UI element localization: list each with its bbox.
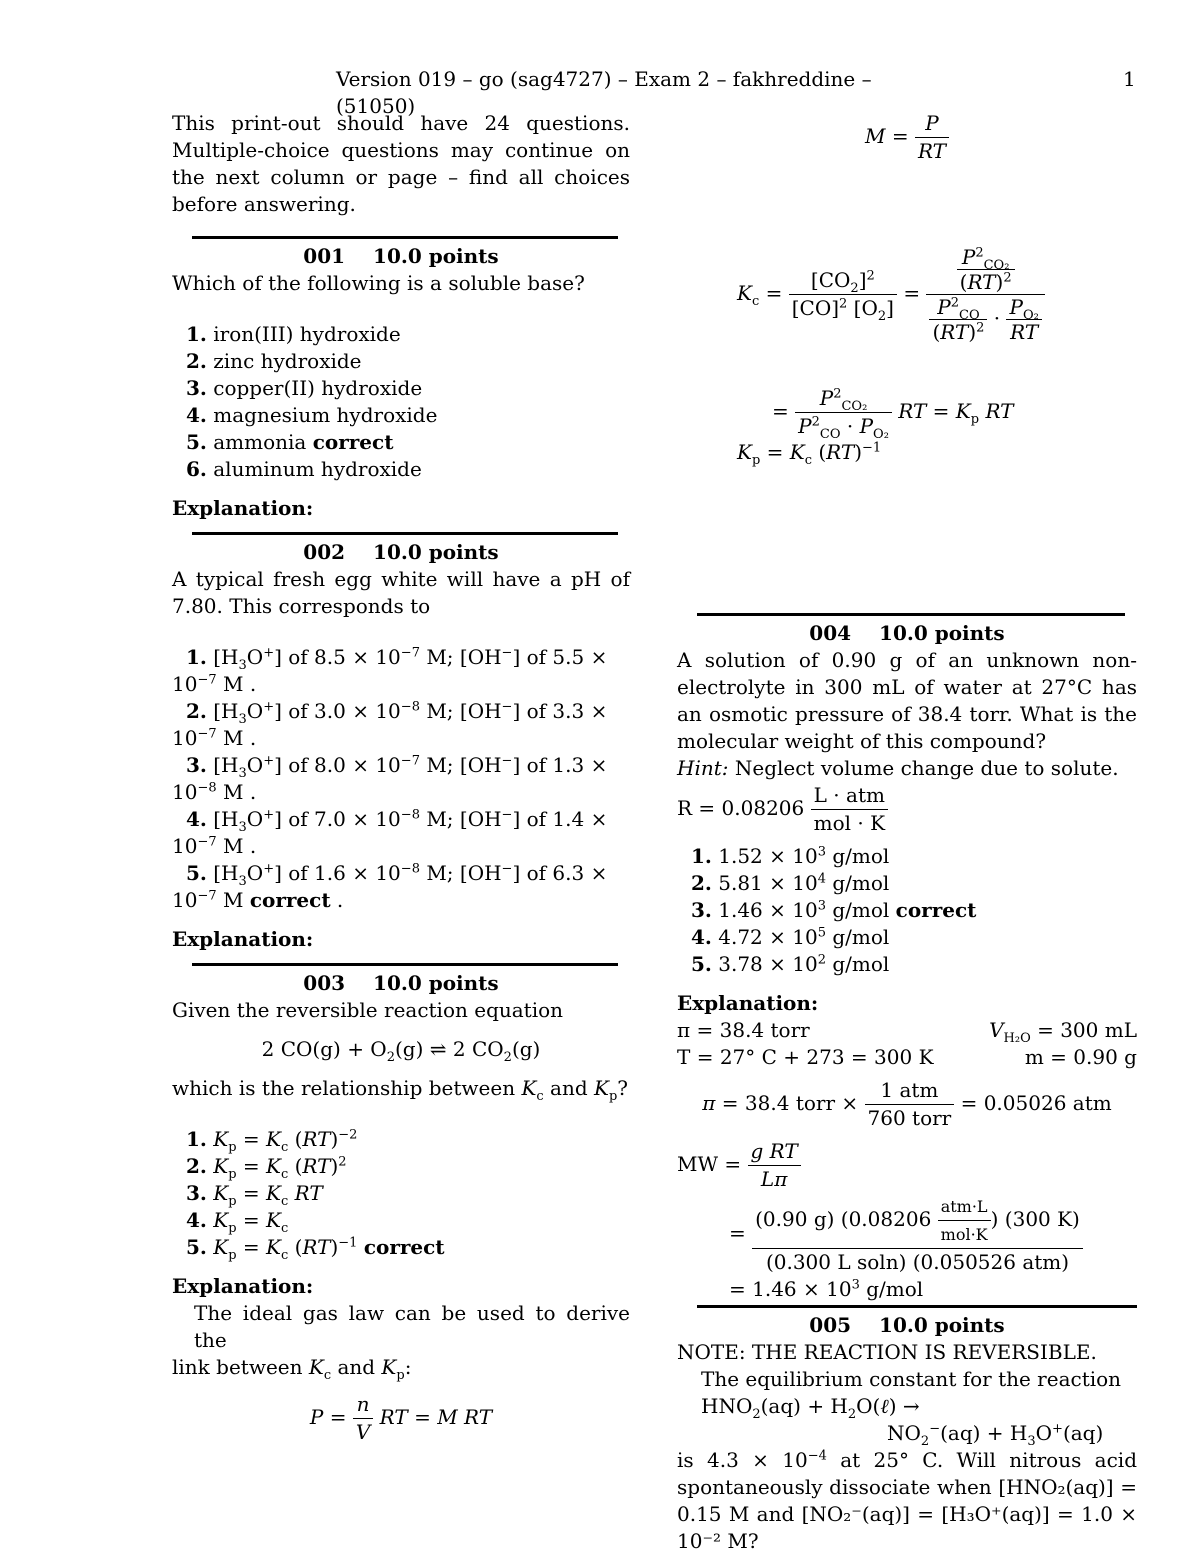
question-number: 005: [809, 1313, 852, 1337]
question-divider: [192, 963, 618, 966]
reaction-equation: 2 $CO(g) + O_2(g)$ ⇌ 2 $CO_2(g)$: [261, 1037, 541, 1065]
kc-line-1: $K_c$ = $\frac{[CO_2]^2}{[CO]^2 [O_2]}$ = $\frac{P^2_{CO_2}}{(RT)^2}$ $\frac{P^2_{CO}}{(RT)^2}$ · $\frac{P_{O_2}}{RT}$: [737, 245, 1045, 344]
ideal-gas-equation: P = $\frac{n}{V}$ RT = M RT: [309, 1392, 493, 1444]
question-divider: [697, 1305, 1137, 1308]
answer-choice: 2. $5.81 \times 10^4$ g/mol: [691, 871, 890, 895]
explanation-text-cont: link between $K_c$ and $K_p$:: [172, 1355, 412, 1383]
kc-derivation: [677, 217, 1137, 467]
kp-line: $K_p = K_c$ (RT)$^{-1}$: [737, 440, 882, 468]
given-pressure: π = 38.4 torr: [677, 1018, 810, 1042]
gas-constant-value: R = 0.08206: [677, 796, 805, 820]
answer-choices: [186, 321, 630, 483]
question-text: The equilibrium constant for the reaction: [701, 1367, 1122, 1391]
given-values-row: [677, 1044, 1137, 1071]
question-text: A solution of 0.90 g of an unknown non-electrolyte in 300 mL of water at 27°C has an osmotic pressure of 38.4 torr. What is the molecular weight of this compound?: [677, 648, 1137, 753]
answer-choice: 6. aluminum hydroxide: [186, 457, 422, 481]
question-header: [172, 539, 630, 566]
pressure-conversion: π = 38.4 torr × $\frac{\text{1 atm}}{\text{760 torr}}$ = 0.05026 atm: [702, 1078, 1112, 1130]
explanation-label: Explanation:: [172, 1274, 314, 1298]
question-text: Given the reversible reaction equation: [172, 998, 564, 1022]
reaction-products: $NO_2^-(aq) + H_3O^+(aq)$: [887, 1421, 1104, 1449]
answer-choice: 4. $[H_3O^+]$ of $7.0 \times 10^{-8}$ M; [OH−] of $1.4 \times 10^{-7}$ M .: [172, 807, 608, 858]
question-points: 10.0 points: [879, 1313, 1005, 1337]
given-values-row: [677, 1017, 1137, 1044]
answer-choice: 5. ammonia correct: [186, 430, 394, 454]
question-number: 001: [303, 244, 346, 268]
question-header: [172, 970, 630, 997]
answer-choice: 2. $[H_3O^+]$ of $3.0 \times 10^{-8}$ M; [OH−] of $3.3 \times 10^{-7}$ M .: [172, 699, 608, 750]
question-number: 004: [809, 621, 852, 645]
answer-choice: 3. copper(II) hydroxide: [186, 376, 423, 400]
answer-choice: 3. $1.46 \times 10^3$ g/mol correct: [691, 898, 977, 922]
mw-result: = $1.46 \times 10^3$ g/mol: [729, 1277, 924, 1301]
question-number: 002: [303, 540, 346, 564]
answer-choice: 4. magnesium hydroxide: [186, 403, 438, 427]
explanation-text: The ideal gas law can be used to derive the: [194, 1301, 630, 1352]
question-divider: [192, 532, 618, 535]
explanation-label: Explanation:: [172, 496, 314, 520]
question-points: 10.0 points: [373, 540, 499, 564]
question-points: 10.0 points: [373, 971, 499, 995]
page-header-title: Version 019 – go (sag4727) – Exam 2 – fakhreddine – (51050): [336, 67, 872, 118]
hint-label: Hint:: [677, 756, 729, 780]
explanation-label: Explanation:: [677, 991, 819, 1015]
answer-choices: [172, 644, 630, 914]
answer-choice: 5. $K_p = K_c$ (RT)$^{-1}$ correct: [186, 1235, 445, 1263]
mw-formula: MW = $\frac{\text{g RT}}{L\pi}$: [677, 1138, 1137, 1193]
given-temperature: T = 27° C + 273 = 300 K: [677, 1045, 934, 1069]
answer-choice: 4. $K_p = K_c$: [186, 1208, 289, 1236]
hint-text: Neglect volume change due to solute.: [734, 756, 1119, 780]
page-number: 1: [1123, 67, 1136, 91]
given-mass: m = 0.90 g: [1024, 1045, 1137, 1069]
question-divider: [192, 236, 618, 239]
right-column: [677, 110, 1137, 1555]
question-text: A typical fresh egg white will have a pH of 7.80. This corresponds to: [172, 567, 630, 618]
hint: [677, 755, 1137, 782]
pressure-ratio: $\frac{P^2_{CO_2}}{(RT)^2}$ $\frac{P^2_{CO}}{(RT)^2}$ · $\frac{P_{O_2}}{RT}$: [926, 245, 1044, 344]
question-number: 003: [303, 971, 346, 995]
answer-choice: 2. zinc hydroxide: [186, 349, 362, 373]
intro-text: This print-out should have 24 questions. Multiple-choice questions may continue on the next column or page – find all choices before answering.: [172, 111, 630, 216]
answer-choice: 1. $K_p = K_c$ (RT)$^{-2}$: [186, 1127, 358, 1155]
question-prompt: which is the relationship between $K_c$ and $K_p$?: [172, 1076, 629, 1104]
reaction-equation: $HNO_2(aq)$ + $H_2O(\ell)$ →: [701, 1394, 920, 1422]
gas-constant: R = 0.08206 $\frac{\text{L · atm}}{\text{mol · K}}$: [677, 782, 1137, 837]
answer-choice: 3. $K_p = K_c$ RT: [186, 1181, 323, 1209]
question-points: 10.0 points: [373, 244, 499, 268]
left-column: [172, 110, 630, 1458]
question-points: 10.0 points: [879, 621, 1005, 645]
answer-choices: [186, 1126, 630, 1261]
answer-choice: 1. $1.52 \times 10^3$ g/mol: [691, 844, 890, 868]
kc-line-2: = $\frac{P^2_{CO_2}}{P^2_{CO} \cdot P_{O_2}}$ RT = $K_p$ RT: [772, 386, 1014, 442]
answer-choice: 2. $K_p = K_c$ (RT)$^2$: [186, 1154, 347, 1182]
answer-choice: 5. $[H_3O^+]$ of $1.6 \times 10^{-8}$ M; [OH−] of $6.3 \times 10^{-7}$ M correct .: [172, 861, 608, 912]
answer-choice: 1. iron(III) hydroxide: [186, 322, 401, 346]
question-divider: [697, 613, 1125, 616]
answer-choices: [691, 843, 1137, 978]
given-volume: $V_{H_2O} = 300$ mL: [989, 1018, 1137, 1046]
answer-choice: 3. $[H_3O^+]$ of $8.0 \times 10^{-7}$ M; [OH−] of $1.3 \times 10^{-8}$ M .: [172, 753, 608, 804]
note-text: NOTE: THE REACTION IS REVERSIBLE.: [677, 1340, 1097, 1364]
mw-substitution: = (0.90 g) (0.08206 $\frac{\text{atm·L}}{\text{mol·K}}$ ) (300 K) (0.300 L soln) (0.050526 atm): [729, 1193, 1137, 1276]
answer-choice: 4. $4.72 \times 10^5$ g/mol: [691, 925, 890, 949]
answer-choice: 5. $3.78 \times 10^2$ g/mol: [691, 952, 890, 976]
answer-choice: 1. $[H_3O^+]$ of $8.5 \times 10^{-7}$ M; [OH−] of $5.5 \times 10^{-7}$ M .: [172, 645, 608, 696]
question-header: [172, 243, 630, 270]
molarity-equation: M = $\frac{P}{RT}$: [677, 110, 1137, 165]
question-text: Which of the following is a soluble base?: [172, 271, 585, 295]
question-header: [677, 620, 1137, 647]
question-header: [677, 1312, 1137, 1339]
explanation-label: Explanation:: [172, 927, 314, 951]
question-body: is $4.3 \times 10^{-4}$ at 25° C. Will nitrous acid spontaneously dissociate when [HNO₂(aq)] = 0.15 M and [NO₂⁻(aq)] = [H₃O⁺(aq)] = 1.0 × 10⁻² M?: [677, 1448, 1138, 1553]
